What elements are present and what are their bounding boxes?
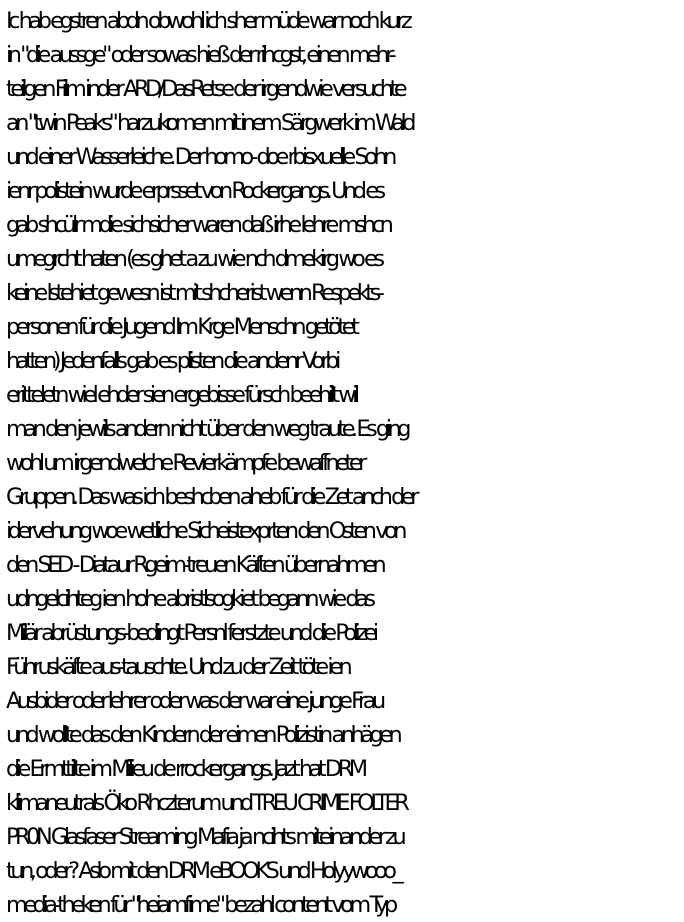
text-line: umegrcht haten (es ghet a zu wie nch dmekirg wo es [6,246,381,272]
text-line: Milär abrüstungs-bedingt Persnl ferstzte und die Polizei [6,620,375,646]
text-line: PR0N Glasfaser Streaming Mafia ja ncihts miteinander zu [6,824,403,850]
text-line: udngelcihteg ien hohe abristlsogkiet begann wie das [6,586,372,612]
text-line: man den jewils andern nicht über den weg traute. Es ging [6,416,407,442]
text-line: an "twin Peaks" harzukomen mit inem Särgwerk im Wald [6,110,413,136]
text-line: wohl um irgendwelche Revierkämpfe bewaffneter [6,450,363,476]
text-line: und wollte das den Kindern der eimen Polizistin anhägen [6,722,399,748]
text-line: eritteletn wiel ehder sien ergebisse fürsch beehilt wil [6,382,356,408]
text-line: Ausbider oder lehrer oder was der war eine junge Frau [6,688,382,714]
text-line: Führuskäfte aus-tauschte. Und zu der Zeit töte ien [6,654,349,680]
text-line: idervehung woe wetliche Sicheistexprten den Osten von [6,518,403,544]
text-line: und einer Wasserleiche. Der homo- doe rbisxuelle Sohn [6,144,393,170]
text-line: hatten) Jedenfalls gab es plisten die andenr Vorbi [6,348,337,374]
document-text-body [6,4,684,922]
text-line: gab shcülr mdie sichsicher waren daß irhe lehre mshcn [6,212,390,238]
text-line: in "die aussge" oder sowas hieß der rihcgst, einen mehr- [6,42,393,68]
text-line: den SED - Diataur Rgeim-treuen Käften übernahmen [6,552,383,578]
text-line: Ic hab egstren abdn obwohl ich sher müde war noch kurz [6,8,409,34]
text-line: Gruppen. Das was ich beshcben aheb für die Zet anch der [6,484,415,510]
text-line: teilgen Film inder ARD/DasRetse der irgendwie versuchte [6,76,404,102]
text-line: personen für die Jugend Im Krge Menschn getötet [6,314,356,340]
text-line: die Ermttilte im Milieu de rrockergangs. Jazt hat DRM [6,756,364,782]
text-line: ienr polistein wurde erprsset von Rockergangs. Und es [6,178,382,204]
text-line: keine lstehiet gewesn ist mit shcherist wenn Respekts- [6,280,381,306]
text-line: klimaneutrals Öko Rhczterum und TREU CRIME FOLTER [6,790,406,816]
text-line: media-theken für "heiamfime" bezahl content vom Typ [6,892,394,918]
text-line: tun, oder? Aslo mit den DRM eBOOKS und Holyywooo_ [6,858,400,884]
